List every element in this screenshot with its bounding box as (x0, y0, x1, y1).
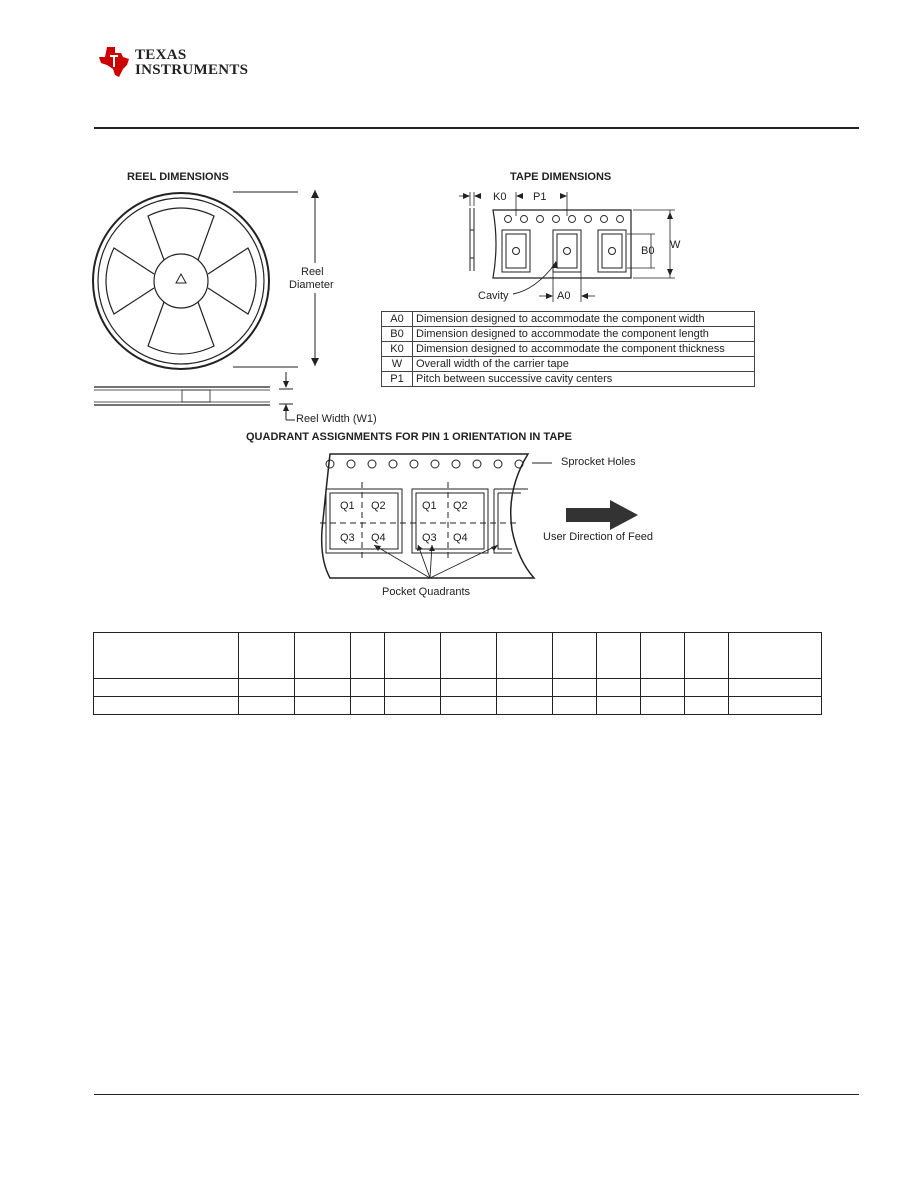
header-rule (94, 127, 859, 129)
legend-row (382, 357, 755, 372)
q4-label-1: Q4 (371, 532, 386, 544)
legend-row (382, 342, 755, 357)
quadrant-diagram (316, 450, 646, 600)
sprocket-holes-label: Sprocket Holes (561, 456, 636, 468)
q2-label-2: Q2 (453, 500, 468, 512)
legend-row (382, 327, 755, 342)
legend-code: P1 (382, 372, 413, 387)
legend-desc: Dimension designed to accommodate the component length (413, 327, 755, 342)
quadrant-title: QUADRANT ASSIGNMENTS FOR PIN 1 ORIENTATION IN TAPE (246, 431, 572, 443)
reel-diagram (88, 184, 298, 429)
tape-p1-label: P1 (533, 191, 547, 203)
brand-line1: TEXAS (135, 47, 187, 63)
tape-cavity-label: Cavity (478, 290, 509, 302)
tape-legend-table (381, 311, 755, 387)
q1-label-2: Q1 (422, 500, 437, 512)
q1-label-1: Q1 (340, 500, 355, 512)
feed-direction-label: User Direction of Feed (543, 531, 654, 543)
pocket-quadrants-label: Pocket Quadrants (382, 586, 471, 598)
tape-b0-label: B0 (641, 245, 655, 257)
tape-a0-label: A0 (557, 290, 571, 302)
legend-code: W (382, 357, 413, 372)
legend-code: B0 (382, 327, 413, 342)
legend-desc: Overall width of the carrier tape (413, 357, 755, 372)
dimension-grid (93, 632, 822, 715)
reel-diameter-arrows (308, 188, 322, 368)
legend-row (382, 372, 755, 387)
q2-label-1: Q2 (371, 500, 386, 512)
q3-label-2: Q3 (422, 532, 437, 544)
reel-title: REEL DIMENSIONS (127, 171, 229, 183)
brand-line2: INSTRUMENTS (135, 62, 249, 78)
tape-w-label: W (670, 239, 681, 251)
legend-row (382, 312, 755, 327)
reel-width-arrows (277, 370, 297, 426)
reel-diameter-label-2: Diameter (289, 279, 334, 291)
ti-logo (97, 45, 247, 81)
q3-label-1: Q3 (340, 532, 355, 544)
tape-title: TAPE DIMENSIONS (510, 171, 612, 183)
grid-row (94, 679, 822, 697)
legend-desc: Dimension designed to accommodate the component thickness (413, 342, 755, 357)
ti-state-icon (97, 45, 131, 79)
footer-rule (94, 1094, 859, 1095)
legend-desc: Dimension designed to accommodate the component width (413, 312, 755, 327)
q4-label-2: Q4 (453, 532, 468, 544)
legend-desc: Pitch between successive cavity centers (413, 372, 755, 387)
legend-code: A0 (382, 312, 413, 327)
grid-row (94, 697, 822, 715)
grid-header-row (94, 633, 822, 679)
reel-width-label: Reel Width (W1) (296, 413, 377, 425)
legend-code: K0 (382, 342, 413, 357)
reel-diameter-label-1: Reel (301, 266, 324, 278)
tape-k0-label: K0 (493, 191, 507, 203)
